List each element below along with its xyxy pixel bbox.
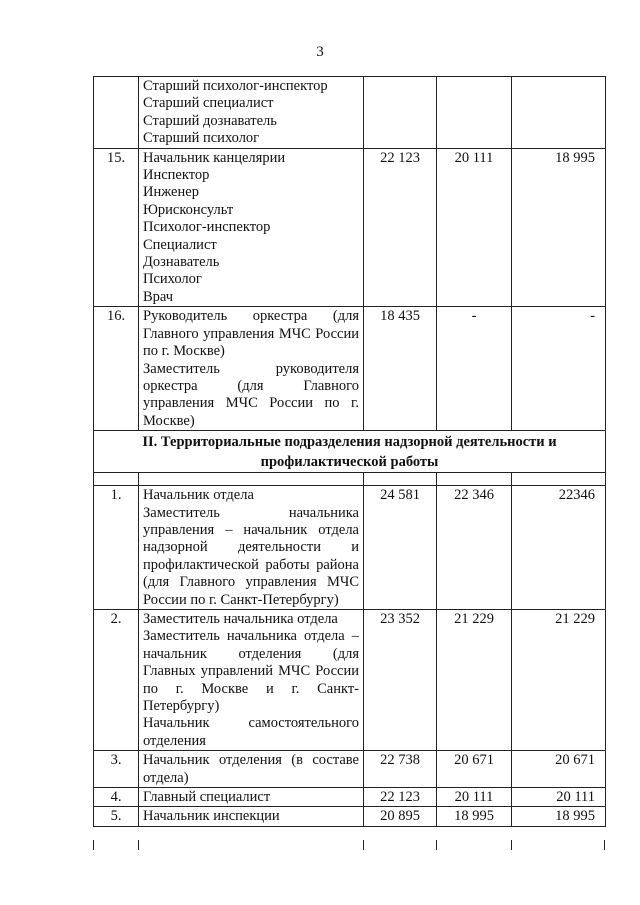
positions-cell (139, 77, 364, 149)
position-title: Специалист (143, 236, 217, 253)
position-title: Врач (143, 288, 174, 305)
position-title: Заместитель начальника отдела (143, 610, 338, 627)
row-number: 3. (94, 751, 139, 788)
position-title: Начальник самостоятельного отделения (143, 715, 359, 749)
positions-cell (139, 751, 364, 788)
salary-value-1: 20 895 (364, 807, 437, 826)
page-number: 3 (316, 44, 324, 60)
salary-value-2: 20 111 (437, 788, 512, 807)
salary-value-3: - (512, 307, 606, 431)
positions-cell (139, 609, 364, 750)
position-title: Начальник отдела (143, 487, 254, 504)
positions-cell (139, 307, 364, 431)
row-number: 15. (94, 148, 139, 307)
salary-value-2 (437, 77, 512, 149)
row-number: 4. (94, 788, 139, 807)
position-title: Старший дознаватель (143, 112, 277, 129)
table-row (94, 486, 606, 610)
salary-value-1: 18 435 (364, 307, 437, 431)
position-title: Начальник отделения (в составе отдела) (143, 752, 359, 786)
table-row (94, 788, 606, 807)
row-number: 1. (94, 486, 139, 610)
salary-value-2: 21 229 (437, 609, 512, 750)
table-continuation (93, 840, 605, 850)
salary-value-2: 20 111 (437, 148, 512, 307)
positions-cell (139, 486, 364, 610)
row-number: 2. (94, 609, 139, 750)
spacer-row (94, 473, 606, 486)
section-title: II. Территориальные подразделения надзорной деятельности и профилактической работы (94, 431, 606, 473)
salary-value-1 (364, 77, 437, 149)
salary-value-1: 22 123 (364, 788, 437, 807)
table-row (94, 751, 606, 788)
row-number: 5. (94, 807, 139, 826)
salary-value-3: 18 995 (512, 148, 606, 307)
position-title: Старший специалист (143, 95, 274, 112)
position-title: Начальник канцелярии (143, 149, 286, 166)
table-row (94, 77, 606, 149)
position-title: Инспектор (143, 167, 210, 184)
position-title: Психолог (143, 271, 202, 288)
position-title: Старший психолог (143, 130, 260, 147)
salary-value-3: 18 995 (512, 807, 606, 826)
position-title: Юрисконсульт (143, 201, 234, 218)
salary-value-1: 24 581 (364, 486, 437, 610)
salary-value-3: 20 671 (512, 751, 606, 788)
position-title: Главный специалист (143, 789, 271, 806)
salary-value-3: 20 111 (512, 788, 606, 807)
salary-table (93, 76, 606, 827)
position-title: Дознаватель (143, 254, 220, 271)
table-body-top (94, 77, 606, 431)
row-number (94, 77, 139, 149)
salary-value-2: - (437, 307, 512, 431)
positions-cell (139, 788, 364, 807)
section-header (94, 431, 606, 486)
positions-cell (139, 148, 364, 307)
section-row (94, 431, 606, 473)
table-row (94, 609, 606, 750)
position-title: Заместитель начальника управления – начальник отдела надзорной деятельности и профилактической работы района (для Главного управления МЧС России по г. Санкт-Петербургу) (143, 504, 359, 608)
salary-value-3: 21 229 (512, 609, 606, 750)
table-body-bottom (94, 486, 606, 827)
salary-value-2: 18 995 (437, 807, 512, 826)
salary-value-1: 23 352 (364, 609, 437, 750)
table-row (94, 148, 606, 307)
salary-value-2: 20 671 (437, 751, 512, 788)
position-title: Старший психолог-инспектор (143, 78, 328, 94)
position-title: Руководитель оркестра (для Главного управления МЧС России по г. Москве) (143, 308, 359, 360)
positions-cell (139, 807, 364, 826)
salary-value-3: 22346 (512, 486, 606, 610)
table-row (94, 307, 606, 431)
salary-value-1: 22 738 (364, 751, 437, 788)
position-title: Заместитель руководителя оркестра (для Главного управления МЧС России по г. Москве) (143, 360, 359, 429)
salary-value-1: 22 123 (364, 148, 437, 307)
position-title: Заместитель начальника отдела – начальник отделения (для Главных управлений МЧС России по г. Москве и г. Санкт-Петербургу) (143, 628, 359, 714)
salary-value-3 (512, 77, 606, 149)
position-title: Начальник инспекции (143, 808, 280, 825)
salary-value-2: 22 346 (437, 486, 512, 610)
row-number: 16. (94, 307, 139, 431)
position-title: Инженер (143, 184, 199, 201)
table-row (94, 807, 606, 826)
position-title: Психолог-инспектор (143, 219, 271, 236)
